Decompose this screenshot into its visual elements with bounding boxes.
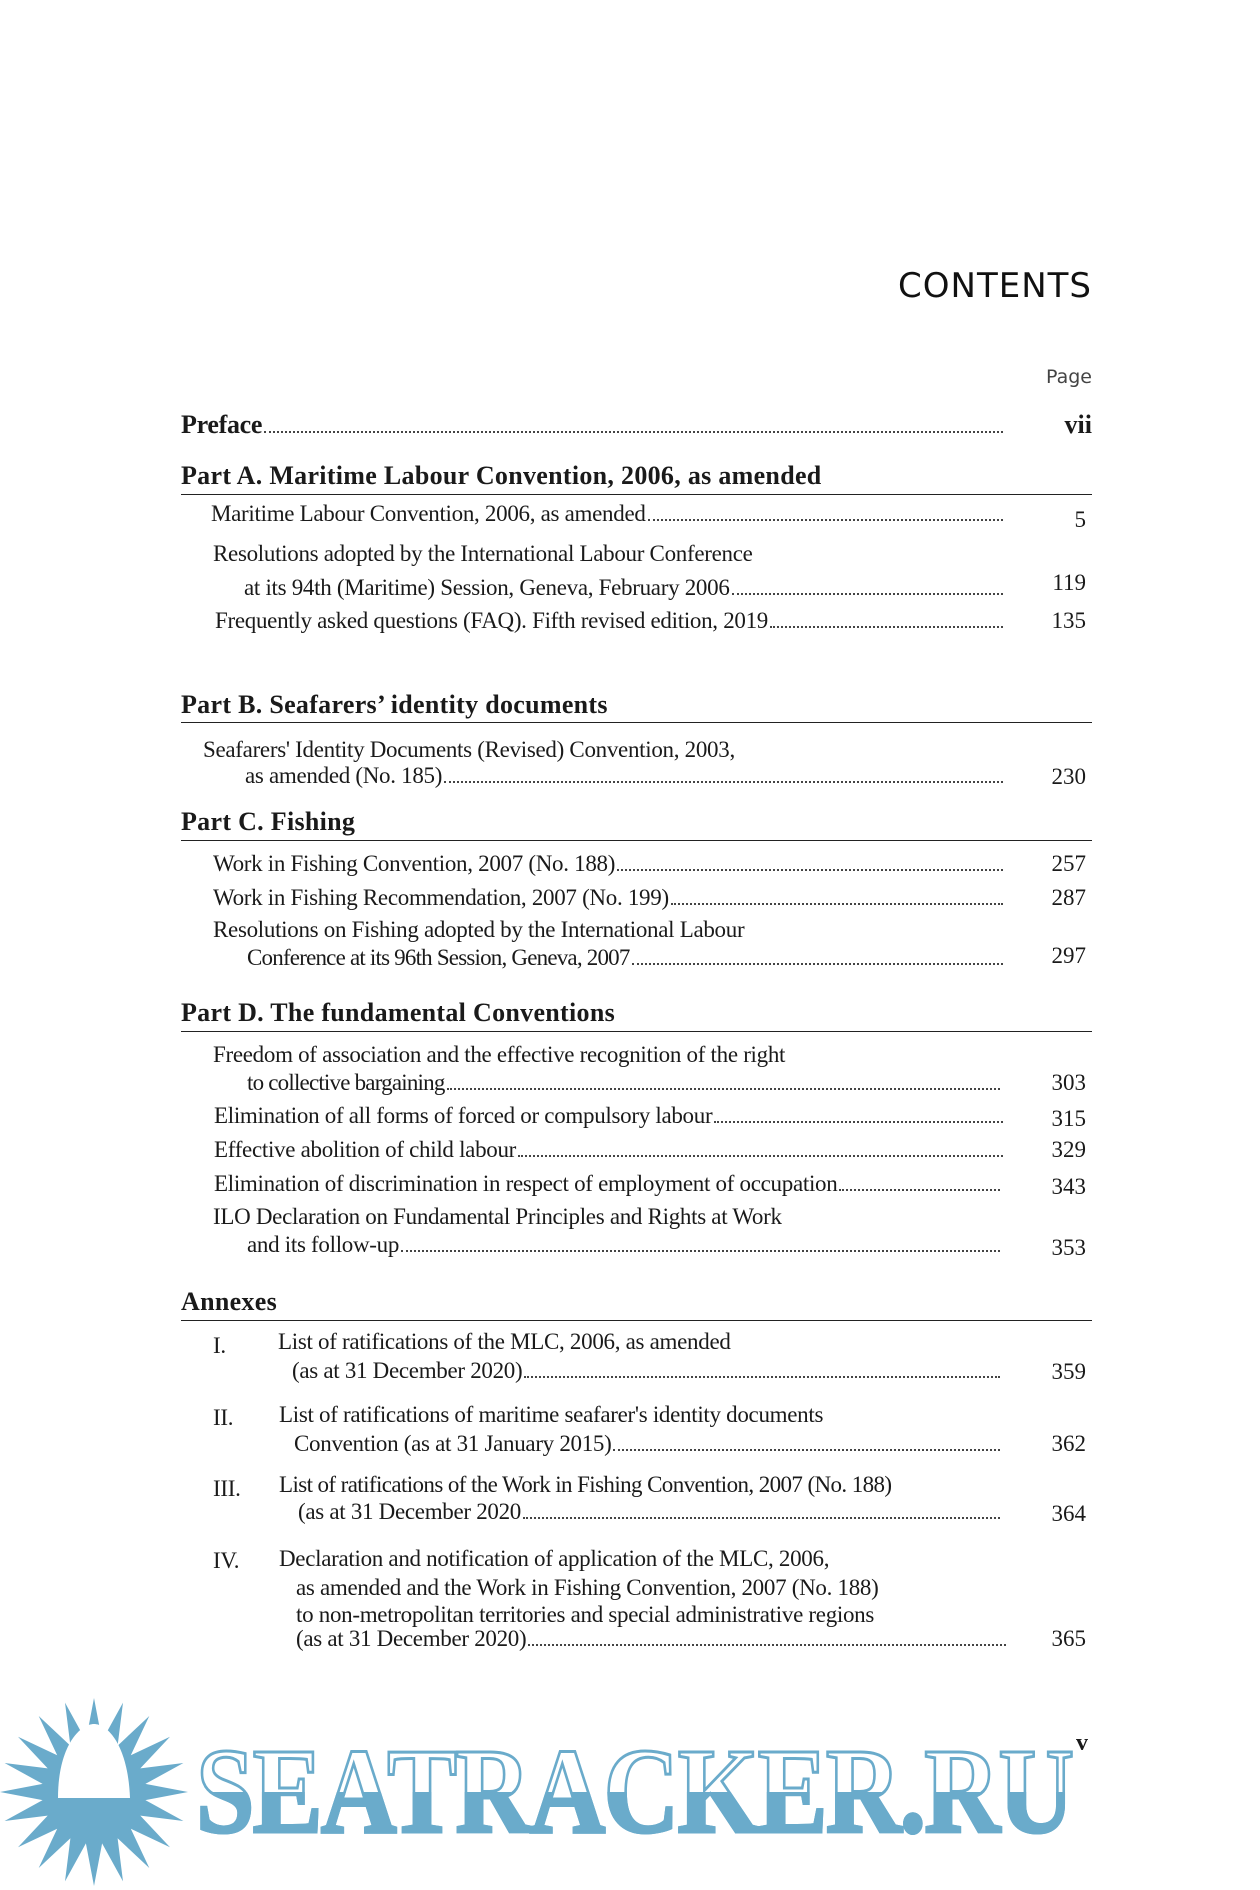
entry-label: as amended (No. 185) (245, 763, 443, 788)
toc-entry[interactable] (211, 501, 1005, 527)
leader-dots (732, 593, 1003, 595)
leader-dots (528, 1644, 1006, 1646)
entry-label: Resolutions adopted by the International Labour Conference (213, 541, 753, 566)
leader-dots (617, 869, 1003, 871)
section-heading-annexes: Annexes (181, 1287, 277, 1316)
entry-label: at its 94th (Maritime) Session, Geneva, February 2006 (244, 575, 730, 600)
annex-number: III. (213, 1476, 241, 1501)
entry-label: Effective abolition of child labour (214, 1137, 517, 1162)
page-number: 119 (1052, 570, 1086, 595)
entry-label: Seafarers' Identity Documents (Revised) Convention, 2003, (203, 737, 735, 762)
entry-label: Declaration and notification of application of the MLC, 2006, (279, 1546, 830, 1571)
entry-label: to collective bargaining (247, 1070, 445, 1095)
leader-dots (447, 1088, 1000, 1090)
entry-label: Frequently asked questions (FAQ). Fifth revised edition, 2019 (215, 608, 769, 633)
toc-entry[interactable] (247, 1232, 1002, 1258)
entry-label: Elimination of discrimination in respect of employment of occupation (214, 1171, 838, 1196)
toc-entry[interactable] (214, 1103, 1005, 1129)
entry-label: (as at 31 December 2020 (298, 1499, 522, 1524)
page-number: 257 (1051, 851, 1086, 876)
leader-dots (671, 903, 1003, 905)
entry-label: Freedom of association and the effective recognition of the right (213, 1042, 786, 1067)
section-heading-part-d: Part D. The fundamental Conventions (181, 998, 616, 1027)
page-number: 5 (1074, 507, 1086, 532)
divider (181, 494, 1092, 495)
toc-entry[interactable] (213, 851, 1005, 877)
entry-label: Maritime Labour Convention, 2006, as amended (211, 501, 646, 526)
entry-label: Preface (181, 410, 263, 439)
leader-dots (444, 781, 1003, 783)
sun-dome (58, 1724, 130, 1798)
leader-dots (524, 1376, 1000, 1378)
entry-label: List of ratifications of the MLC, 2006, as amended (278, 1329, 731, 1354)
annex-number: II. (213, 1405, 234, 1430)
annex-number: I. (213, 1333, 226, 1358)
page-number: 329 (1051, 1137, 1086, 1162)
page-number: 364 (1051, 1501, 1086, 1526)
leader-dots (839, 1189, 1000, 1191)
page-title: CONTENTS (898, 266, 1092, 306)
divider (181, 1031, 1092, 1032)
page-number: 287 (1051, 885, 1086, 910)
toc-entry[interactable] (214, 1137, 1005, 1163)
sun-logo-icon (0, 1696, 190, 1890)
entry-label: (as at 31 December 2020) (296, 1626, 527, 1651)
leader-dots (613, 1449, 1000, 1451)
page-number: vii (1064, 410, 1092, 439)
page-number: 353 (1051, 1235, 1086, 1260)
entry-label: Work in Fishing Convention, 2007 (No. 188) (213, 851, 616, 876)
section-heading-part-c: Part C. Fishing (181, 807, 356, 836)
page-number: 135 (1051, 608, 1086, 633)
toc-entry[interactable] (294, 1431, 1002, 1457)
section-heading-part-b: Part B. Seafarers’ identity documents (181, 690, 608, 719)
page-number: 297 (1051, 943, 1086, 968)
folio-page-number: v (1076, 1730, 1088, 1756)
entry-label: Convention (as at 31 January 2015) (294, 1431, 612, 1456)
entry-label: List of ratifications of the Work in Fishing Convention, 2007 (No. 188) (279, 1472, 892, 1497)
leader-dots (264, 431, 1003, 433)
entry-label: to non-metropolitan territories and special administrative regions (296, 1602, 875, 1627)
toc-entry[interactable] (247, 945, 1005, 971)
leader-dots (401, 1250, 1000, 1252)
entry-label: Resolutions on Fishing adopted by the International Labour (213, 917, 745, 942)
leader-dots (648, 519, 1003, 521)
toc-entry[interactable] (296, 1626, 1008, 1652)
toc-entry[interactable] (292, 1358, 1002, 1384)
leader-dots (770, 626, 1003, 628)
divider (181, 722, 1092, 723)
toc-entry[interactable] (244, 575, 1005, 601)
toc-entry[interactable] (245, 763, 1005, 789)
leader-dots (632, 963, 1003, 965)
page-number: 343 (1051, 1174, 1086, 1199)
entry-label: Conference at its 96th Session, Geneva, 2007 (247, 945, 630, 970)
toc-entry[interactable] (215, 608, 1005, 634)
leader-dots (518, 1155, 1003, 1157)
leader-dots (714, 1121, 1003, 1123)
page-column-header: Page (1046, 366, 1092, 388)
toc-entry[interactable] (213, 885, 1005, 911)
toc-entry[interactable] (298, 1499, 1002, 1525)
entry-label: and its follow-up (247, 1232, 400, 1257)
page-number: 315 (1051, 1106, 1086, 1131)
entry-label: (as at 31 December 2020) (292, 1358, 523, 1383)
page-number: 230 (1051, 764, 1086, 789)
page-number: 359 (1051, 1359, 1086, 1384)
annex-number: IV. (213, 1548, 240, 1573)
watermark-logo-text: SEATRACKER.RU (196, 1722, 1072, 1862)
entry-label: List of ratifications of maritime seafarer's identity documents (279, 1402, 824, 1427)
leader-dots (523, 1517, 1000, 1519)
toc-entry[interactable] (214, 1171, 1002, 1197)
entry-label: as amended and the Work in Fishing Convention, 2007 (No. 188) (296, 1575, 879, 1600)
section-heading-part-a: Part A. Maritime Labour Convention, 2006, as amended (181, 461, 822, 490)
divider (181, 1320, 1092, 1321)
entry-label: ILO Declaration on Fundamental Principles and Rights at Work (213, 1204, 782, 1229)
page-number: 303 (1051, 1070, 1086, 1095)
entry-label: Elimination of all forms of forced or compulsory labour (214, 1103, 713, 1128)
page-number: 365 (1051, 1626, 1086, 1651)
page-number: 362 (1051, 1431, 1086, 1456)
toc-entry[interactable] (247, 1070, 1002, 1096)
divider (181, 840, 1092, 841)
toc-entry-preface[interactable] (181, 410, 1005, 440)
entry-label: Work in Fishing Recommendation, 2007 (No. 199) (213, 885, 669, 910)
